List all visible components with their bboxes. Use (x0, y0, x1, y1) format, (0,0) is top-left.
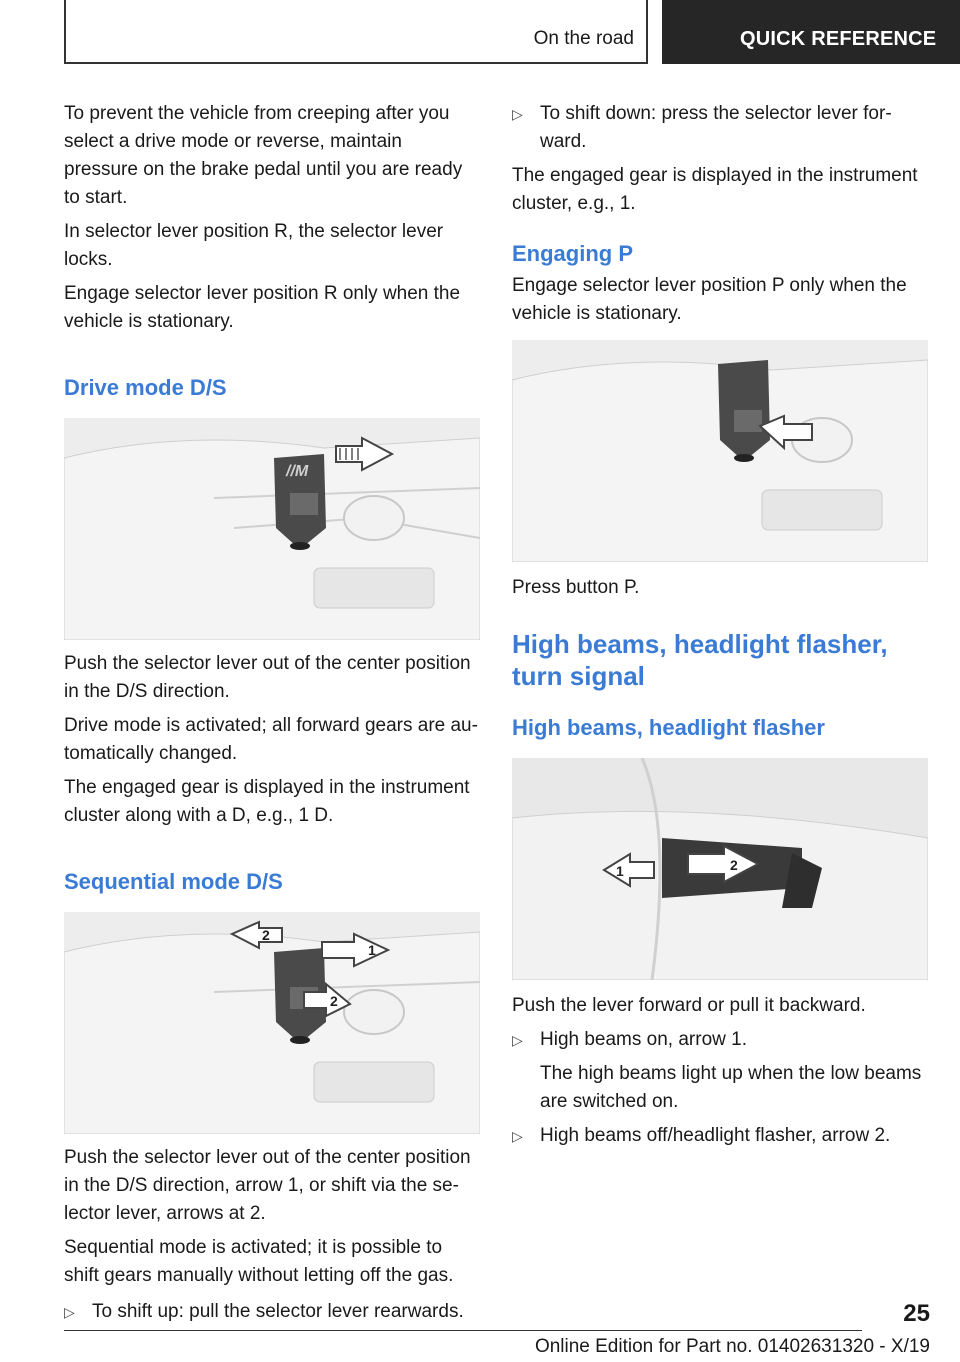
page-number: 25 (903, 1300, 930, 1327)
header-section-title: On the road (533, 28, 634, 49)
triangle-bullet-icon: ▷ (512, 106, 523, 122)
figure-high-beams (512, 758, 928, 980)
bullet-text: High beams on, arrow 1. (540, 1029, 747, 1050)
triangle-bullet-icon: ▷ (64, 1304, 75, 1320)
paragraph: To prevent the vehicle from creeping after you select a drive mode or reverse, maintain pressure on the brake pedal until you are ready to start. (64, 103, 463, 208)
header-separator (646, 0, 648, 64)
bullet-text: To shift up: pull the selector lever rearwards. (92, 1301, 464, 1322)
figure-engaging-p (512, 340, 928, 562)
figure-label-1: 1 (368, 942, 376, 958)
bullet-text: To shift down: press the selector lever for-ward. (540, 103, 892, 152)
figure-label-1: 1 (616, 863, 624, 879)
paragraph: Sequential mode is activated; it is possible to shift gears manually without letting off the gas. (64, 1237, 454, 1286)
paragraph: Push the selector lever out of the center position in the D/S direction, arrow 1, or shift via the se-lector lever, arrows at 2. (64, 1147, 471, 1224)
figure-label-2: 2 (730, 857, 738, 873)
right-column (512, 100, 928, 1156)
figure-sequential-mode (64, 912, 480, 1134)
paragraph: The engaged gear is displayed in the instrument cluster along with a D, e.g., 1 D. (64, 777, 470, 826)
figure-label-2: 2 (330, 993, 338, 1009)
triangle-bullet-icon: ▷ (512, 1128, 523, 1144)
bullet-subtext: The high beams light up when the low beams are switched on. (540, 1063, 922, 1112)
header-underline (64, 62, 646, 64)
list-item (512, 1026, 928, 1116)
paragraph: Push the lever forward or pull it backward. (512, 995, 866, 1016)
list-item (512, 100, 928, 156)
paragraph: Press button P. (512, 577, 640, 598)
paragraph: Engage selector lever position P only when the vehicle is stationary. (512, 275, 907, 324)
bullet-text: High beams off/headlight flasher, arrow 2. (540, 1125, 891, 1146)
heading-high-beams-turn-signal: High beams, headlight flasher, turn signal (512, 629, 888, 691)
paragraph: The engaged gear is displayed in the instrument cluster, e.g., 1. (512, 165, 918, 214)
paragraph: Drive mode is activated; all forward gears are au-tomatically changed. (64, 715, 478, 764)
paragraph: Push the selector lever out of the center position in the D/S direction. (64, 653, 471, 702)
heading-drive-mode: Drive mode D/S (64, 375, 227, 400)
footer-edition: Online Edition for Part no. 01402631320 - X/19 (534, 1336, 930, 1357)
paragraph: Engage selector lever position R only when the vehicle is stationary. (64, 283, 461, 332)
triangle-bullet-icon: ▷ (512, 1032, 523, 1048)
heading-sequential-mode: Sequential mode D/S (64, 869, 283, 894)
left-column (64, 100, 480, 1332)
figure-drive-mode (64, 418, 480, 640)
header-left-rule (64, 0, 66, 64)
list-item (512, 1122, 928, 1150)
figure-label-2: 2 (262, 927, 270, 943)
header-tab-quick-reference[interactable]: QUICK REFERENCE (662, 0, 960, 64)
heading-engaging-p: Engaging P (512, 241, 633, 266)
list-item (64, 1298, 480, 1326)
footer-rule (64, 1330, 862, 1331)
svg-text://M: //M (286, 463, 309, 480)
heading-high-beams: High beams, headlight flasher (512, 715, 825, 740)
paragraph: In selector lever position R, the selector lever locks. (64, 221, 444, 270)
